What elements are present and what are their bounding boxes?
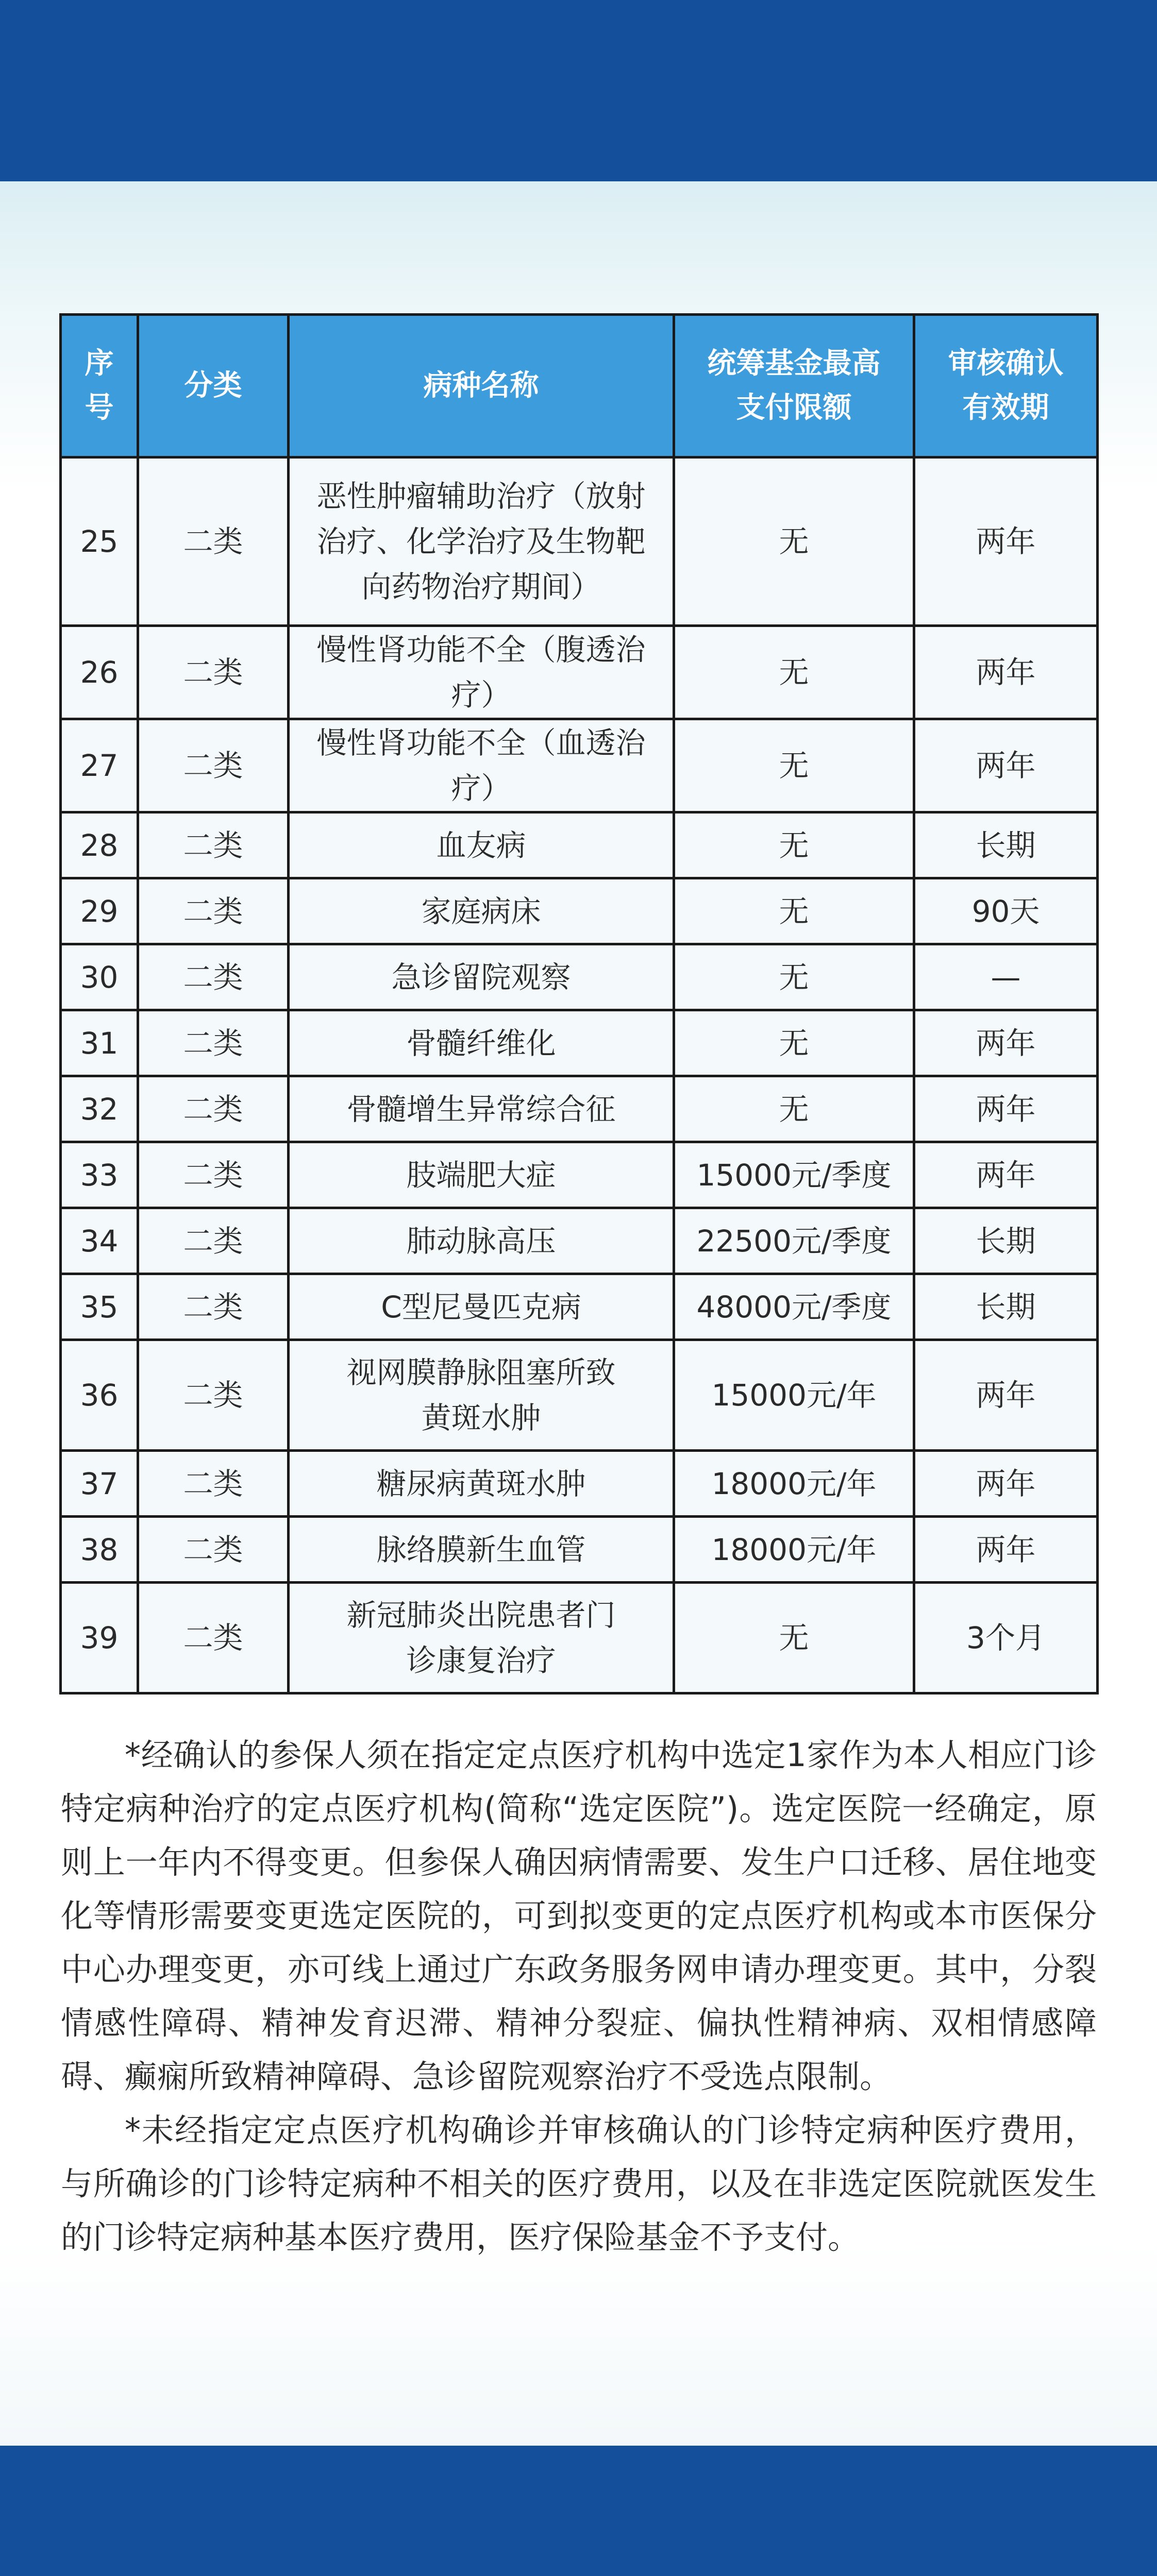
cell-seq: 29 [61,878,138,944]
cell-category: 二类 [138,719,289,812]
cell-fund-limit: 22500元/季度 [674,1208,914,1274]
top-banner [0,0,1157,181]
cell-seq: 27 [61,719,138,812]
cell-fund-limit: 无 [674,1076,914,1142]
table-row [61,944,1098,1010]
cell-category: 二类 [138,457,289,626]
cell-fund-limit: 无 [674,1010,914,1076]
cell-category: 二类 [138,878,289,944]
table-row [61,1010,1098,1076]
cell-validity: 长期 [914,1274,1098,1340]
cell-fund-limit: 无 [674,626,914,719]
table-row [61,1076,1098,1142]
cell-disease-name: 脉络膜新生血管 [289,1517,674,1583]
disease-table [59,313,1099,1694]
cell-seq: 37 [61,1451,138,1517]
cell-seq: 30 [61,944,138,1010]
cell-disease-name: C型尼曼匹克病 [289,1274,674,1340]
cell-disease-name: 视网膜静脉阻塞所致黄斑水肿 [289,1340,674,1451]
table-row [61,1583,1098,1693]
header-fund-limit: 统筹基金最高支付限额 [674,315,914,457]
cell-validity: 长期 [914,812,1098,878]
cell-fund-limit: 无 [674,878,914,944]
cell-validity: 长期 [914,1208,1098,1274]
cell-validity: 两年 [914,1076,1098,1142]
cell-seq: 39 [61,1583,138,1693]
cell-seq: 38 [61,1517,138,1583]
table-row [61,1517,1098,1583]
cell-seq: 25 [61,457,138,626]
note-paragraph: *未经指定定点医疗机构确诊并审核确认的门诊特定病种医疗费用，与所确诊的门诊特定病种不相关的医疗费用，以及在非选定医院就医发生的门诊特定病种基本医疗费用，医疗保险基金不予支付。 [61,2111,1097,2256]
table-row [61,1274,1098,1340]
table-row [61,1208,1098,1274]
cell-validity: 两年 [914,1517,1098,1583]
cell-fund-limit: 无 [674,812,914,878]
cell-disease-name: 肺动脉高压 [289,1208,674,1274]
bottom-banner [0,2446,1157,2576]
cell-category: 二类 [138,1076,289,1142]
cell-category: 二类 [138,1208,289,1274]
cell-disease-name: 慢性肾功能不全（血透治疗） [289,719,674,812]
note-paragraph: *经确认的参保人须在指定定点医疗机构中选定1家作为本人相应门诊特定病种治疗的定点医疗机构(简称“选定医院”)。选定医院一经确定，原则上一年内不得变更。但参保人确因病情需要、发生户口迁移、居住地变化等情形需要变更选定医院的，可到拟变更的定点医疗机构或本市医保分中心办理变更，亦可线上通过广东政务服务网申请办理变更。其中，分裂情感性障碍、精神发育迟滞、精神分裂症、偏执性精神病、双相情感障碍、癫痫所致精神障碍、急诊留院观察治疗不受选点限制。 [61,1736,1097,2095]
cell-disease-name: 糖尿病黄斑水肿 [289,1451,674,1517]
cell-fund-limit: 48000元/季度 [674,1274,914,1340]
cell-disease-name: 慢性肾功能不全（腹透治疗） [289,626,674,719]
cell-category: 二类 [138,1142,289,1208]
cell-validity: 两年 [914,626,1098,719]
table-row [61,719,1098,812]
cell-validity: 两年 [914,1142,1098,1208]
cell-seq: 26 [61,626,138,719]
cell-disease-name: 恶性肿瘤辅助治疗（放射治疗、化学治疗及生物靶向药物治疗期间） [289,457,674,626]
cell-fund-limit: 15000元/季度 [674,1142,914,1208]
cell-seq: 35 [61,1274,138,1340]
cell-category: 二类 [138,944,289,1010]
cell-seq: 34 [61,1208,138,1274]
table-row [61,457,1098,626]
cell-fund-limit: 15000元/年 [674,1340,914,1451]
cell-validity: 两年 [914,1010,1098,1076]
cell-fund-limit: 18000元/年 [674,1517,914,1583]
cell-disease-name: 家庭病床 [289,878,674,944]
cell-disease-name: 骨髓纤维化 [289,1010,674,1076]
table-row [61,1451,1098,1517]
cell-disease-name: 肢端肥大症 [289,1142,674,1208]
header-seq: 序号 [61,315,138,457]
cell-category: 二类 [138,1517,289,1583]
cell-validity: 90天 [914,878,1098,944]
cell-disease-name: 骨髓增生异常综合征 [289,1076,674,1142]
cell-category: 二类 [138,626,289,719]
cell-disease-name: 急诊留院观察 [289,944,674,1010]
cell-category: 二类 [138,1274,289,1340]
table-row [61,878,1098,944]
table-row [61,1340,1098,1451]
cell-seq: 32 [61,1076,138,1142]
cell-disease-name: 新冠肺炎出院患者门诊康复治疗 [289,1583,674,1693]
header-disease-name: 病种名称 [289,315,674,457]
notes-section [61,1728,1097,2264]
cell-validity: 两年 [914,457,1098,626]
cell-category: 二类 [138,1010,289,1076]
table-row [61,812,1098,878]
cell-category: 二类 [138,1583,289,1693]
cell-seq: 28 [61,812,138,878]
table-header-row [61,315,1098,457]
cell-validity: 两年 [914,719,1098,812]
table-row [61,1142,1098,1208]
cell-validity: 3个月 [914,1583,1098,1693]
cell-seq: 31 [61,1010,138,1076]
cell-category: 二类 [138,1451,289,1517]
header-category: 分类 [138,315,289,457]
cell-fund-limit: 无 [674,719,914,812]
cell-category: 二类 [138,812,289,878]
cell-fund-limit: 无 [674,1583,914,1693]
cell-fund-limit: 无 [674,944,914,1010]
cell-category: 二类 [138,1340,289,1451]
table-row [61,626,1098,719]
cell-fund-limit: 无 [674,457,914,626]
cell-seq: 33 [61,1142,138,1208]
cell-seq: 36 [61,1340,138,1451]
cell-fund-limit: 18000元/年 [674,1451,914,1517]
cell-validity: 两年 [914,1340,1098,1451]
cell-validity: — [914,944,1098,1010]
cell-disease-name: 血友病 [289,812,674,878]
cell-validity: 两年 [914,1451,1098,1517]
header-validity: 审核确认有效期 [914,315,1098,457]
